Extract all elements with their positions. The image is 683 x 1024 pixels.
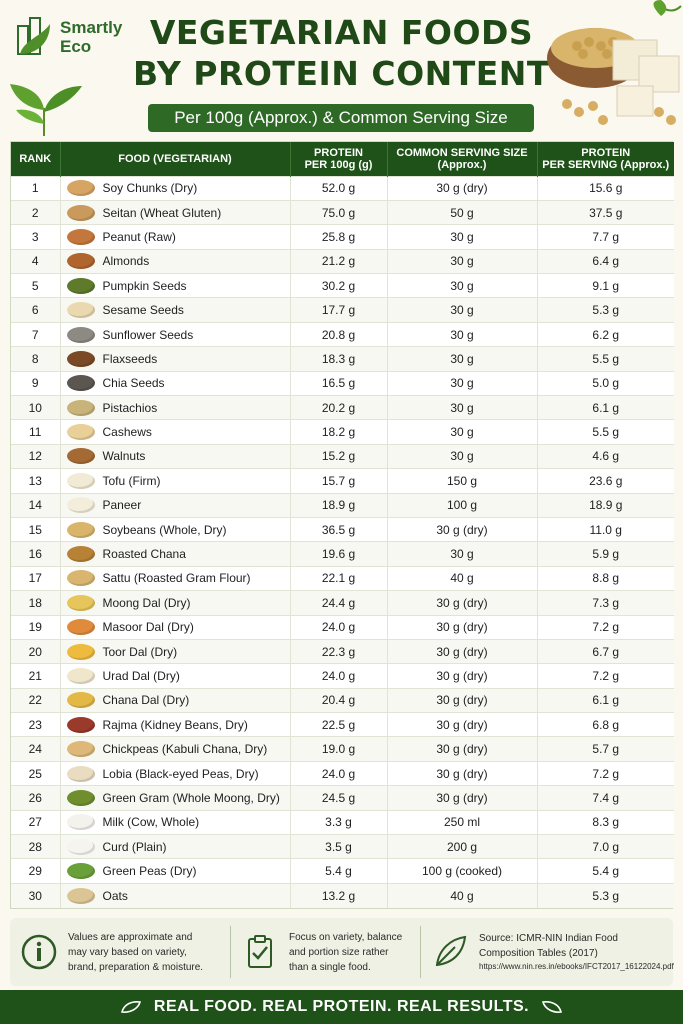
clipboard-check-icon — [241, 933, 279, 971]
table-row — [11, 176, 674, 200]
food-name: Green Peas (Dry) — [102, 864, 197, 879]
rank-cell: 22 — [11, 688, 60, 712]
note-source — [420, 926, 673, 978]
food-name: Walnuts — [102, 449, 146, 464]
rank-cell: 24 — [11, 737, 60, 761]
serving-size-cell: 30 g — [387, 298, 537, 322]
rank-cell: 28 — [11, 835, 60, 859]
food-name: Chana Dal (Dry) — [102, 693, 190, 708]
food-name: Oats — [102, 888, 128, 903]
table-row — [11, 639, 674, 663]
leaf-icon — [431, 933, 469, 971]
food-name: Peanut (Raw) — [102, 229, 176, 244]
protein-serving-cell: 7.0 g — [537, 835, 674, 859]
protein-100g-cell: 75.0 g — [290, 200, 387, 224]
note-approximate-text — [68, 930, 203, 975]
food-name: Green Gram (Whole Moong, Dry) — [102, 790, 280, 805]
note-variety-line2: and portion size rather — [289, 946, 389, 958]
food-cell — [60, 420, 290, 444]
food-cell — [60, 493, 290, 517]
food-name: Milk (Cow, Whole) — [102, 815, 200, 830]
food-image-icon — [67, 619, 95, 635]
food-name: Pistachios — [102, 400, 158, 415]
protein-100g-cell: 24.0 g — [290, 761, 387, 785]
note-variety-line1: Focus on variety, balance — [289, 931, 403, 943]
food-image-icon — [67, 229, 95, 245]
protein-serving-cell: 5.7 g — [537, 737, 674, 761]
serving-size-cell: 200 g — [387, 835, 537, 859]
food-cell — [60, 713, 290, 737]
rank-cell: 7 — [11, 322, 60, 346]
table-row — [11, 664, 674, 688]
protein-serving-cell: 5.3 g — [537, 298, 674, 322]
leaf-left-icon — [120, 1000, 142, 1014]
protein-100g-cell: 24.0 g — [290, 615, 387, 639]
serving-size-cell: 30 g (dry) — [387, 713, 537, 737]
header-rank: RANK — [11, 142, 60, 176]
serving-size-cell: 30 g (dry) — [387, 639, 537, 663]
table-row — [11, 542, 674, 566]
serving-size-cell: 30 g — [387, 347, 537, 371]
food-name: Sattu (Roasted Gram Flour) — [102, 571, 251, 586]
food-image-icon — [67, 570, 95, 586]
table-row — [11, 517, 674, 541]
food-image-icon — [67, 692, 95, 708]
food-image-icon — [67, 766, 95, 782]
note-approximate-line2: may vary based on variety, — [68, 946, 187, 958]
protein-100g-cell: 22.5 g — [290, 713, 387, 737]
table-row — [11, 810, 674, 834]
protein-100g-cell: 30.2 g — [290, 274, 387, 298]
protein-100g-cell: 17.7 g — [290, 298, 387, 322]
table-row — [11, 444, 674, 468]
protein-100g-cell: 18.9 g — [290, 493, 387, 517]
table-row — [11, 493, 674, 517]
food-image-icon — [67, 717, 95, 733]
protein-serving-cell: 6.4 g — [537, 249, 674, 273]
info-icon — [20, 933, 58, 971]
protein-100g-cell: 24.5 g — [290, 786, 387, 810]
food-name: Flaxseeds — [102, 351, 158, 366]
rank-cell: 17 — [11, 566, 60, 590]
table-row — [11, 761, 674, 785]
food-image-icon — [67, 448, 95, 464]
protein-100g-cell: 3.3 g — [290, 810, 387, 834]
protein-100g-cell: 22.3 g — [290, 639, 387, 663]
serving-size-cell: 30 g (dry) — [387, 664, 537, 688]
protein-100g-cell: 20.2 g — [290, 396, 387, 420]
brand-name-line2: Eco — [60, 37, 92, 56]
food-cell — [60, 396, 290, 420]
header-protein-100g-line2: PER 100g (g) — [304, 158, 373, 171]
rank-cell: 26 — [11, 786, 60, 810]
serving-size-cell: 40 g — [387, 566, 537, 590]
food-name: Curd (Plain) — [102, 839, 167, 854]
protein-serving-cell: 7.3 g — [537, 591, 674, 615]
header-protein-100g — [290, 142, 387, 176]
header-protein-serving-line1: PROTEIN — [581, 146, 631, 159]
rank-cell: 25 — [11, 761, 60, 785]
page-title-line2: BY PROTEIN CONTENT — [133, 54, 550, 93]
serving-size-cell: 30 g (dry) — [387, 786, 537, 810]
table-row — [11, 469, 674, 493]
food-name: Chickpeas (Kabuli Chana, Dry) — [102, 742, 268, 757]
food-name: Paneer — [102, 498, 142, 513]
food-image-icon — [67, 839, 95, 855]
table-row — [11, 737, 674, 761]
serving-size-cell: 30 g (dry) — [387, 591, 537, 615]
serving-size-cell: 250 ml — [387, 810, 537, 834]
food-cell — [60, 591, 290, 615]
food-cell — [60, 444, 290, 468]
food-image-icon — [67, 473, 95, 489]
page-subtitle: Per 100g (Approx.) & Common Serving Size — [148, 104, 534, 132]
serving-size-cell: 30 g — [387, 371, 537, 395]
food-cell — [60, 322, 290, 346]
food-name: Chia Seeds — [102, 376, 165, 391]
note-variety-text — [289, 930, 402, 975]
food-image-icon — [67, 546, 95, 562]
protein-serving-cell: 8.3 g — [537, 810, 674, 834]
rank-cell: 12 — [11, 444, 60, 468]
food-cell — [60, 200, 290, 224]
food-image-icon — [67, 522, 95, 538]
food-image-icon — [67, 375, 95, 391]
header-serving-line2: (Approx.) — [437, 158, 487, 171]
serving-size-cell: 30 g (dry) — [387, 737, 537, 761]
leaf-right-icon — [541, 1000, 563, 1014]
note-approximate-line3: brand, preparation & moisture. — [68, 961, 204, 973]
protein-serving-cell: 9.1 g — [537, 274, 674, 298]
food-name: Masoor Dal (Dry) — [102, 620, 194, 635]
rank-cell: 23 — [11, 713, 60, 737]
protein-serving-cell: 6.7 g — [537, 639, 674, 663]
food-name: Lobia (Black-eyed Peas, Dry) — [102, 766, 259, 781]
table-row — [11, 835, 674, 859]
food-cell — [60, 786, 290, 810]
table-row — [11, 883, 674, 907]
header-protein-100g-line1: PROTEIN — [314, 146, 363, 159]
protein-serving-cell: 7.7 g — [537, 225, 674, 249]
serving-size-cell: 30 g (dry) — [387, 615, 537, 639]
rank-cell: 29 — [11, 859, 60, 883]
note-variety — [230, 926, 420, 978]
protein-serving-cell: 37.5 g — [537, 200, 674, 224]
food-cell — [60, 761, 290, 785]
serving-size-cell: 30 g (dry) — [387, 761, 537, 785]
table-row — [11, 298, 674, 322]
serving-size-cell: 30 g — [387, 249, 537, 273]
rank-cell: 4 — [11, 249, 60, 273]
serving-size-cell: 30 g (dry) — [387, 517, 537, 541]
protein-serving-cell: 5.4 g — [537, 859, 674, 883]
food-image-icon — [67, 302, 95, 318]
food-image-icon — [67, 814, 95, 830]
protein-serving-cell: 5.0 g — [537, 371, 674, 395]
rank-cell: 19 — [11, 615, 60, 639]
serving-size-cell: 100 g — [387, 493, 537, 517]
protein-100g-cell: 15.2 g — [290, 444, 387, 468]
food-cell — [60, 517, 290, 541]
protein-serving-cell: 18.9 g — [537, 493, 674, 517]
food-cell — [60, 639, 290, 663]
food-cell — [60, 810, 290, 834]
food-cell — [60, 542, 290, 566]
rank-cell: 18 — [11, 591, 60, 615]
table-row — [11, 225, 674, 249]
protein-100g-cell: 15.7 g — [290, 469, 387, 493]
serving-size-cell: 150 g — [387, 469, 537, 493]
table-row — [11, 591, 674, 615]
rank-cell: 16 — [11, 542, 60, 566]
food-name: Almonds — [102, 254, 150, 269]
food-name: Seitan (Wheat Gluten) — [102, 205, 222, 220]
protein-serving-cell: 23.6 g — [537, 469, 674, 493]
food-cell — [60, 883, 290, 907]
protein-serving-cell: 8.8 g — [537, 566, 674, 590]
protein-serving-cell: 5.9 g — [537, 542, 674, 566]
food-name: Rajma (Kidney Beans, Dry) — [102, 717, 248, 732]
rank-cell: 5 — [11, 274, 60, 298]
serving-size-cell: 30 g (dry) — [387, 176, 537, 200]
footer-banner-text: REAL FOOD. REAL PROTEIN. REAL RESULTS. — [153, 998, 530, 1015]
protein-serving-cell: 6.1 g — [537, 396, 674, 420]
note-source-line1: Source: ICMR-NIN Indian Food — [479, 933, 618, 944]
header-serving — [387, 142, 537, 176]
protein-serving-cell: 6.2 g — [537, 322, 674, 346]
protein-serving-cell: 7.2 g — [537, 664, 674, 688]
serving-size-cell: 50 g — [387, 200, 537, 224]
food-name: Soy Chunks (Dry) — [102, 181, 198, 196]
protein-100g-cell: 18.2 g — [290, 420, 387, 444]
protein-serving-cell: 4.6 g — [537, 444, 674, 468]
food-cell — [60, 615, 290, 639]
rank-cell: 20 — [11, 639, 60, 663]
rank-cell: 11 — [11, 420, 60, 444]
protein-100g-cell: 20.8 g — [290, 322, 387, 346]
protein-100g-cell: 3.5 g — [290, 835, 387, 859]
protein-100g-cell: 16.5 g — [290, 371, 387, 395]
note-source-text — [479, 931, 674, 973]
food-name: Moong Dal (Dry) — [102, 595, 191, 610]
food-cell — [60, 469, 290, 493]
header-food: FOOD (VEGETARIAN) — [60, 142, 290, 176]
header-serving-line1: COMMON SERVING SIZE — [396, 146, 528, 159]
table-body — [11, 176, 674, 908]
food-image-icon — [67, 278, 95, 294]
food-cell — [60, 688, 290, 712]
protein-serving-cell: 11.0 g — [537, 517, 674, 541]
food-name: Pumpkin Seeds — [102, 278, 187, 293]
protein-serving-cell: 5.5 g — [537, 347, 674, 371]
rank-cell: 27 — [11, 810, 60, 834]
food-image-icon — [67, 644, 95, 660]
protein-100g-cell: 36.5 g — [290, 517, 387, 541]
protein-100g-cell: 24.4 g — [290, 591, 387, 615]
serving-size-cell: 30 g — [387, 322, 537, 346]
protein-100g-cell: 22.1 g — [290, 566, 387, 590]
food-cell — [60, 249, 290, 273]
page-title-line1: VEGETARIAN FOODS — [149, 13, 534, 52]
protein-serving-cell: 15.6 g — [537, 176, 674, 200]
table-row — [11, 249, 674, 273]
table-row — [11, 859, 674, 883]
food-image-icon — [67, 790, 95, 806]
food-image-icon — [67, 497, 95, 513]
food-image-icon — [67, 351, 95, 367]
header-protein-serving — [537, 142, 674, 176]
protein-serving-cell: 6.8 g — [537, 713, 674, 737]
tofu-and-soybeans-icon — [543, 0, 683, 140]
table-row — [11, 274, 674, 298]
table-row — [11, 566, 674, 590]
food-image-icon — [67, 327, 95, 343]
protein-serving-cell: 6.1 g — [537, 688, 674, 712]
food-image-icon — [67, 205, 95, 221]
protein-serving-cell: 7.2 g — [537, 615, 674, 639]
food-image-icon — [67, 863, 95, 879]
food-name: Tofu (Firm) — [102, 473, 161, 488]
table-header-row — [11, 142, 674, 176]
table-row — [11, 688, 674, 712]
serving-size-cell: 30 g — [387, 225, 537, 249]
food-name: Toor Dal (Dry) — [102, 644, 178, 659]
serving-size-cell: 30 g — [387, 420, 537, 444]
note-approximate — [10, 926, 230, 978]
rank-cell: 13 — [11, 469, 60, 493]
food-image-icon — [67, 668, 95, 684]
protein-100g-cell: 25.8 g — [290, 225, 387, 249]
rank-cell: 1 — [11, 176, 60, 200]
food-cell — [60, 737, 290, 761]
protein-100g-cell: 21.2 g — [290, 249, 387, 273]
protein-100g-cell: 5.4 g — [290, 859, 387, 883]
food-image-icon — [67, 741, 95, 757]
table-row — [11, 347, 674, 371]
table-row — [11, 420, 674, 444]
rank-cell: 9 — [11, 371, 60, 395]
food-cell — [60, 371, 290, 395]
food-cell — [60, 176, 290, 200]
food-image-icon — [67, 888, 95, 904]
food-cell — [60, 859, 290, 883]
table-row — [11, 786, 674, 810]
protein-100g-cell: 24.0 g — [290, 664, 387, 688]
food-name: Urad Dal (Dry) — [102, 669, 180, 683]
table-row — [11, 322, 674, 346]
rank-cell: 15 — [11, 517, 60, 541]
food-name: Sunflower Seeds — [102, 327, 194, 342]
food-image-icon — [67, 180, 95, 196]
protein-100g-cell: 13.2 g — [290, 883, 387, 907]
serving-size-cell: 30 g — [387, 542, 537, 566]
brand-name-line1: Smartly — [60, 18, 123, 37]
food-cell — [60, 566, 290, 590]
table-row — [11, 396, 674, 420]
protein-100g-cell: 20.4 g — [290, 688, 387, 712]
serving-size-cell: 30 g — [387, 444, 537, 468]
food-cell — [60, 225, 290, 249]
note-variety-line3: than a single food. — [289, 961, 371, 973]
protein-100g-cell: 18.3 g — [290, 347, 387, 371]
food-cell — [60, 274, 290, 298]
note-approximate-line1: Values are approximate and — [68, 931, 193, 943]
food-image-icon — [67, 253, 95, 269]
header-protein-serving-line2: PER SERVING (Approx.) — [542, 158, 670, 171]
food-cell — [60, 298, 290, 322]
notes-panel — [10, 918, 673, 986]
food-image-icon — [67, 595, 95, 611]
table-row — [11, 615, 674, 639]
rank-cell: 8 — [11, 347, 60, 371]
serving-size-cell: 30 g (dry) — [387, 688, 537, 712]
protein-serving-cell: 5.3 g — [537, 883, 674, 907]
serving-size-cell: 40 g — [387, 883, 537, 907]
table-row — [11, 200, 674, 224]
food-cell — [60, 347, 290, 371]
serving-size-cell: 100 g (cooked) — [387, 859, 537, 883]
food-image-icon — [67, 424, 95, 440]
protein-serving-cell: 7.4 g — [537, 786, 674, 810]
protein-100g-cell: 19.0 g — [290, 737, 387, 761]
rank-cell: 21 — [11, 664, 60, 688]
serving-size-cell: 30 g — [387, 396, 537, 420]
protein-100g-cell: 52.0 g — [290, 176, 387, 200]
food-name: Sesame Seeds — [102, 303, 184, 318]
table-row — [11, 371, 674, 395]
protein-table — [10, 141, 673, 909]
food-cell — [60, 835, 290, 859]
protein-serving-cell: 7.2 g — [537, 761, 674, 785]
rank-cell: 14 — [11, 493, 60, 517]
protein-serving-cell: 5.5 g — [537, 420, 674, 444]
rank-cell: 30 — [11, 883, 60, 907]
food-name: Cashews — [102, 425, 152, 440]
rank-cell: 2 — [11, 200, 60, 224]
table-row — [11, 713, 674, 737]
food-name: Roasted Chana — [102, 547, 186, 562]
note-source-line2: Composition Tables (2017) — [479, 948, 598, 959]
rank-cell: 3 — [11, 225, 60, 249]
serving-size-cell: 30 g — [387, 274, 537, 298]
food-name: Soybeans (Whole, Dry) — [102, 522, 227, 537]
food-image-icon — [67, 400, 95, 416]
rank-cell: 10 — [11, 396, 60, 420]
rank-cell: 6 — [11, 298, 60, 322]
footer-banner — [0, 990, 683, 1024]
food-cell — [60, 664, 290, 688]
note-source-url[interactable]: https://www.nin.res.in/ebooks/IFCT2017_16122024.pdf — [479, 962, 674, 971]
protein-100g-cell: 19.6 g — [290, 542, 387, 566]
